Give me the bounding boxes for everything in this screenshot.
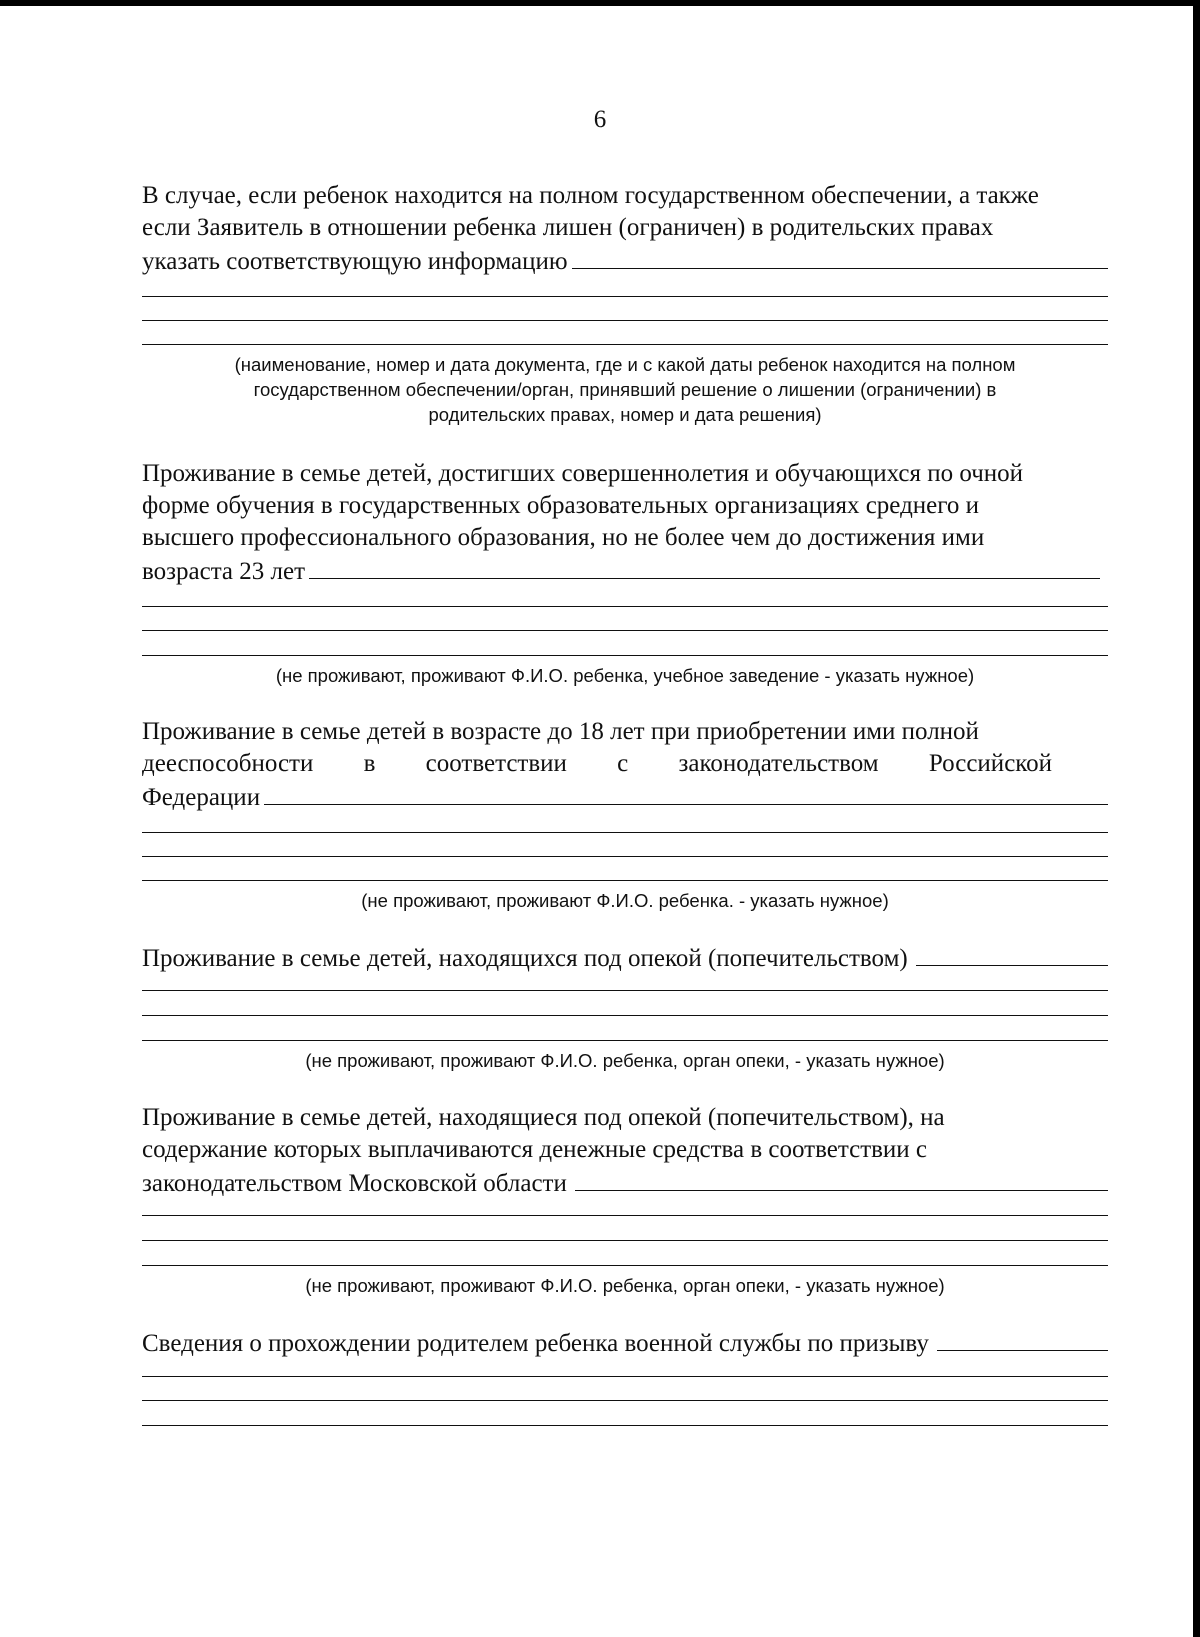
blank-fill-field[interactable] (575, 1166, 1108, 1191)
paragraph-line-with-blank: Сведения о прохождении родителем ребенка военной службы по призыву (142, 1326, 1108, 1360)
section-adult-students (142, 458, 1108, 588)
paragraph-line-with-blank: Проживание в семье детей, находящихся под опекой (попечительством) (142, 941, 1108, 975)
paragraph-line: Проживание в семье детей в возрасте до 18 лет при приобретении ими полной (142, 718, 979, 745)
paragraph-line-with-blank: Федерации (142, 780, 1108, 814)
blank-fill-line[interactable] (142, 880, 1108, 881)
paragraph-line-with-blank: возраста 23 лет (142, 554, 1108, 588)
blank-fill-line[interactable] (142, 832, 1108, 833)
blank-fill-line[interactable] (142, 296, 1108, 297)
paragraph-line: Проживание в семье детей, достигших совершеннолетия и обучающихся по очной (142, 460, 1024, 487)
paragraph-line (142, 748, 1108, 780)
section-military-service (142, 1326, 1108, 1360)
paragraph-line: содержание которых выплачиваются денежные средства в соответствии с (142, 1136, 928, 1163)
blank-fill-line[interactable] (142, 856, 1108, 857)
paragraph-line: высшего профессионального образования, но не более чем до достижения ими (142, 524, 985, 551)
field-hint-note: (не проживают, проживают Ф.И.О. ребенка, орган опеки, - указать нужное) (305, 1275, 945, 1296)
paragraph-line: форме обучения в государственных образовательных организациях среднего и (142, 492, 980, 519)
blank-fill-line[interactable] (142, 1040, 1108, 1041)
paragraph-line-text: дееспособности в соответствии с законодательством Российской (142, 750, 1053, 777)
field-hint-note: (наименование, номер и дата документа, где и с какой даты ребенок находится на полном государственном обеспечении/орган, принявший решение о лишении (ограничении) в родительских правах, номер и дата решения) (234, 354, 1016, 425)
blank-fill-field[interactable] (264, 780, 1108, 805)
section-guardianship-payments (142, 1102, 1108, 1200)
scan-border-top (0, 0, 1200, 6)
blank-fill-field[interactable] (309, 554, 1100, 579)
blank-fill-line[interactable] (142, 1215, 1108, 1216)
section-emancipated-minors (142, 716, 1108, 814)
blank-fill-line[interactable] (142, 990, 1108, 991)
section-children-under-guardianship (142, 941, 1108, 975)
scan-border-right (1193, 0, 1200, 1637)
paragraph-line: В случае, если ребенок находится на полном государственном обеспечении, а также (142, 182, 1039, 209)
blank-fill-line[interactable] (142, 1240, 1108, 1241)
blank-fill-line[interactable] (142, 1425, 1108, 1426)
blank-fill-line[interactable] (142, 606, 1108, 607)
field-hint-note: (не проживают, проживают Ф.И.О. ребенка. - указать нужное) (361, 890, 889, 911)
blank-fill-line[interactable] (142, 630, 1108, 631)
paragraph-line-with-blank: законодательством Московской области (142, 1166, 1108, 1200)
blank-fill-line[interactable] (142, 1265, 1108, 1266)
field-hint-note: (не проживают, проживают Ф.И.О. ребенка, орган опеки, - указать нужное) (305, 1050, 945, 1071)
page-number: 6 (593, 106, 607, 133)
blank-fill-field[interactable] (916, 941, 1108, 966)
blank-fill-line[interactable] (142, 1015, 1108, 1016)
blank-fill-line[interactable] (142, 1376, 1108, 1377)
field-hint-note: (не проживают, проживают Ф.И.О. ребенка, учебное заведение - указать нужное) (275, 665, 975, 686)
blank-fill-line[interactable] (142, 344, 1108, 345)
blank-fill-field[interactable] (937, 1326, 1108, 1351)
paragraph-line: если Заявитель в отношении ребенка лишен (ограничен) в родительских правах (142, 214, 994, 241)
blank-fill-line[interactable] (142, 655, 1108, 656)
blank-fill-line[interactable] (142, 320, 1108, 321)
blank-fill-field[interactable] (572, 244, 1108, 269)
blank-fill-line[interactable] (142, 1400, 1108, 1401)
paragraph-line: Проживание в семье детей, находящиеся под опекой (попечительством), на (142, 1104, 945, 1131)
section-guardianship-info (142, 180, 1108, 278)
paragraph-line-with-blank: указать соответствующую информацию (142, 244, 1108, 278)
